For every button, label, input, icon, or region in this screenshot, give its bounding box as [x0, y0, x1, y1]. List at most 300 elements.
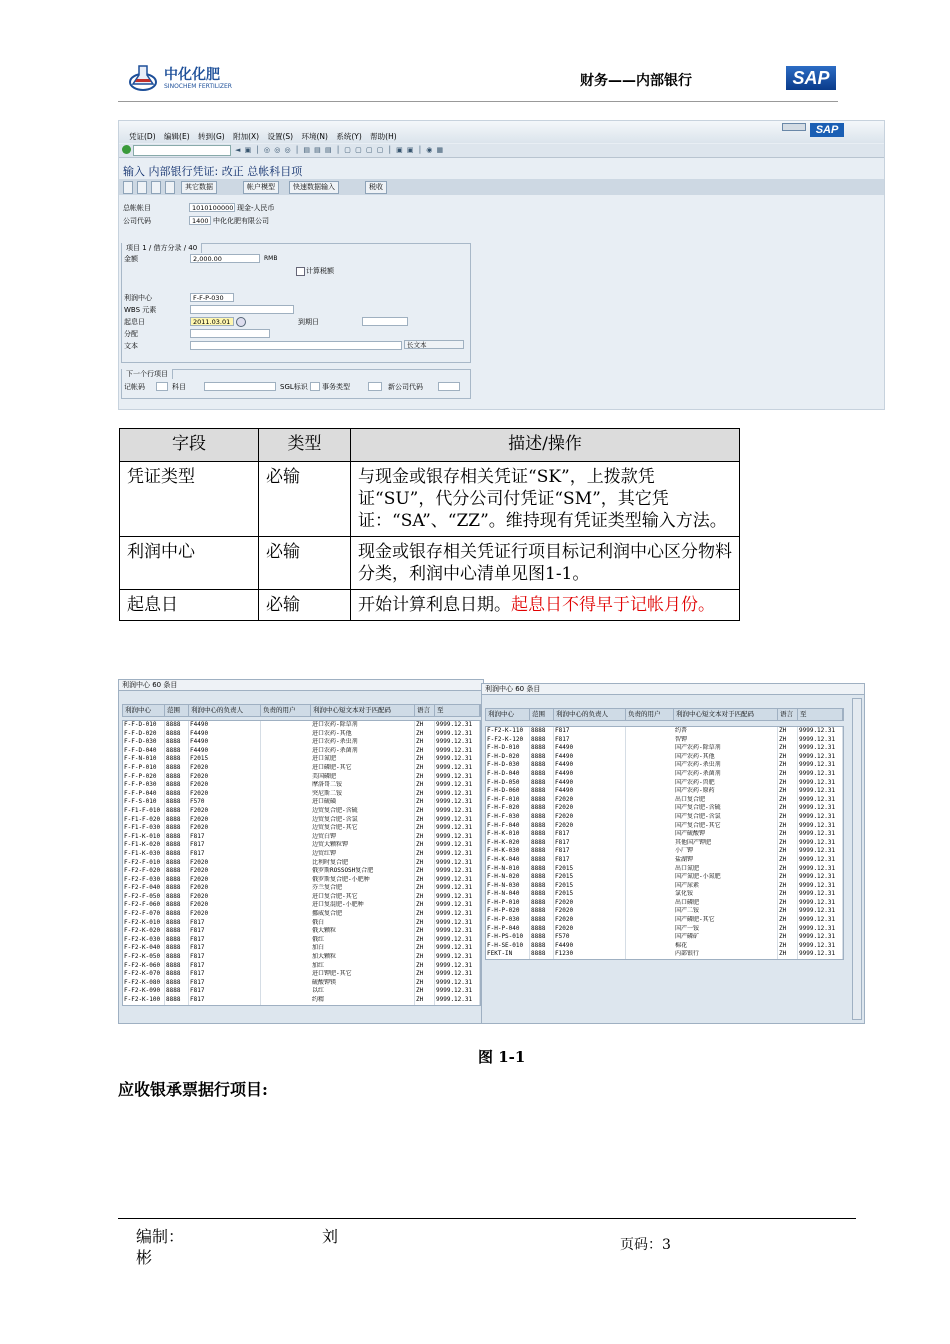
wbs-field[interactable] — [190, 305, 294, 314]
due-date-label: 到期日 — [298, 318, 319, 326]
list-item[interactable] — [123, 747, 480, 756]
list-col-header[interactable]: 至 — [798, 709, 843, 720]
list-col-header[interactable]: 利润中心 — [123, 705, 165, 716]
list-cell: 国产氮肥-小氮肥 — [674, 873, 778, 882]
list-cell: F-F2-K-080 — [123, 979, 165, 988]
list-cell: F-H-F-010 — [486, 796, 530, 805]
list-item[interactable] — [486, 727, 843, 736]
company-code-field[interactable]: 1400 — [189, 216, 211, 225]
list-cell: 进口磷肥-其它 — [311, 764, 415, 773]
list-cell: 8888 — [530, 804, 554, 813]
figure-caption: 图 1-1 — [478, 1048, 526, 1066]
list-cell: 8888 — [165, 987, 189, 996]
list-header-row — [122, 704, 481, 717]
list-cell: F-H-D-030 — [486, 761, 530, 770]
list-cell: 9999.12.31 — [435, 747, 480, 756]
list-cell: ZH — [415, 781, 435, 790]
list-cell: ZH — [778, 779, 798, 788]
list-cell: F4490 — [554, 761, 626, 770]
list-cell: ZH — [778, 744, 798, 753]
list-col-header[interactable]: 至 — [435, 705, 480, 716]
sap-system-toolbar — [119, 144, 884, 158]
list-item[interactable] — [123, 781, 480, 790]
list-item[interactable] — [123, 893, 480, 902]
list-cell: F2020 — [554, 916, 626, 925]
list-cell: 突尼斯二铵 — [311, 790, 415, 799]
profit-center-list-left — [118, 679, 484, 1024]
list-cell: 9999.12.31 — [798, 882, 843, 891]
table-row — [120, 537, 740, 590]
text-field[interactable] — [190, 341, 402, 350]
list-cell: F2020 — [189, 816, 261, 825]
list-item[interactable] — [486, 942, 843, 951]
menu-extras[interactable]: 附加(X) — [233, 132, 260, 141]
list-cell: F2020 — [189, 807, 261, 816]
list-col-header[interactable]: 范围 — [530, 709, 554, 720]
posting-key-field[interactable] — [156, 382, 168, 391]
list-item[interactable] — [486, 890, 843, 899]
list-item[interactable] — [123, 953, 480, 962]
list-col-header[interactable]: 利润中心短文本对于匹配码 — [674, 709, 778, 720]
amount-field[interactable]: 2,000.00 — [190, 254, 260, 263]
list-cell: 边贸大颗粒钾 — [311, 841, 415, 850]
list-cell: ZH — [415, 807, 435, 816]
cell-desc — [351, 537, 740, 590]
sgl-indicator-field[interactable] — [310, 382, 320, 391]
gl-account-label: 总帐帐目 — [123, 204, 151, 212]
list-cell: F2015 — [554, 882, 626, 891]
list-item[interactable] — [486, 830, 843, 839]
list-cell: 8888 — [165, 944, 189, 953]
list-cell: 9999.12.31 — [798, 744, 843, 753]
cell-type: 必输 — [259, 537, 351, 590]
list-item[interactable] — [123, 764, 480, 773]
list-cell: 8888 — [165, 764, 189, 773]
list-cell: 9999.12.31 — [798, 787, 843, 796]
long-text-button[interactable]: 长文本 — [404, 340, 464, 349]
list-cell: 摩洛哥二铵 — [311, 781, 415, 790]
list-item[interactable] — [486, 933, 843, 942]
list-cell: 进口农药-杀菌剂 — [311, 747, 415, 756]
list-cell: F817 — [189, 833, 261, 842]
list-cell: 国产磷矿 — [674, 933, 778, 942]
account-field[interactable] — [204, 382, 276, 391]
list-cell: 8888 — [165, 910, 189, 919]
list-cell: 进口复混肥-小肥种 — [311, 901, 415, 910]
list-rows — [122, 720, 481, 1006]
list-item[interactable] — [486, 899, 843, 908]
new-company-code-label: 新公司代码 — [388, 383, 423, 391]
list-item[interactable] — [123, 833, 480, 842]
menu-system[interactable]: 系统(Y) — [336, 132, 362, 141]
list-cell: ZH — [415, 824, 435, 833]
enter-check-icon[interactable] — [122, 145, 131, 154]
list-item[interactable] — [123, 970, 480, 979]
list-cell: F-F2-K-050 — [123, 953, 165, 962]
list-cell: 9999.12.31 — [435, 962, 480, 971]
list-cell: 9999.12.31 — [435, 979, 480, 988]
list-cell: 内部银行 — [674, 950, 778, 959]
tb-icon-3[interactable] — [151, 181, 161, 194]
list-item[interactable] — [486, 856, 843, 865]
list-cell: 9999.12.31 — [435, 936, 480, 945]
list-cell: F-H-D-010 — [486, 744, 530, 753]
list-cell: ZH — [778, 804, 798, 813]
list-cell: 9999.12.31 — [798, 942, 843, 951]
list-item[interactable] — [123, 996, 480, 1005]
new-company-code-field[interactable] — [438, 382, 460, 391]
menu-document[interactable]: 凭证(D) — [129, 132, 156, 141]
window-controls[interactable] — [782, 123, 806, 131]
command-field[interactable] — [133, 145, 231, 156]
list-item[interactable] — [123, 807, 480, 816]
footer-editor-label: 编制： — [136, 1227, 185, 1246]
list-item[interactable] — [486, 907, 843, 916]
tb-icon-4[interactable] — [165, 181, 175, 194]
list-item[interactable] — [123, 841, 480, 850]
list-cell: 8888 — [530, 950, 554, 959]
list-cell: F2020 — [189, 867, 261, 876]
list-cell: F2020 — [189, 773, 261, 782]
list-item[interactable] — [123, 798, 480, 807]
calc-tax-checkbox[interactable] — [296, 267, 305, 276]
list-cell: 国产农药-除草剂 — [674, 744, 778, 753]
flask-logo-icon — [128, 62, 158, 92]
list-item[interactable] — [486, 925, 843, 934]
list-cell: ZH — [415, 721, 435, 730]
other-data-button[interactable]: 其它数据 — [181, 181, 217, 194]
list-cell: 8888 — [530, 796, 554, 805]
assignment-field[interactable] — [190, 329, 270, 338]
list-cell: ZH — [778, 770, 798, 779]
list-col-header[interactable]: 语言 — [415, 705, 435, 716]
list-cell: ZH — [415, 816, 435, 825]
list-cell: ZH — [415, 859, 435, 868]
list-item[interactable] — [486, 822, 843, 831]
list-item[interactable] — [123, 824, 480, 833]
list-cell: ZH — [778, 942, 798, 951]
list-cell: F-H-K-030 — [486, 847, 530, 856]
list-cell: 9999.12.31 — [435, 730, 480, 739]
list-item[interactable] — [123, 936, 480, 945]
list-cell: 8888 — [165, 893, 189, 902]
list-cell: 8888 — [165, 953, 189, 962]
list-cell: 国产磷肥-其它 — [674, 916, 778, 925]
calendar-icon[interactable] — [236, 317, 246, 327]
list-col-header[interactable]: 利润中心的负责人 — [189, 705, 261, 716]
list-cell: 8888 — [165, 807, 189, 816]
list-item[interactable] — [486, 873, 843, 882]
list-item[interactable] — [123, 910, 480, 919]
header-divider — [118, 101, 838, 102]
list-item[interactable] — [486, 770, 843, 779]
tb-icon-1[interactable] — [123, 181, 133, 194]
list-item[interactable] — [123, 850, 480, 859]
list-cell: F4490 — [554, 753, 626, 762]
list-cell: F-F2-K-040 — [123, 944, 165, 953]
list-cell: ZH — [415, 747, 435, 756]
list-cell: F-F2-K-110 — [486, 727, 530, 736]
list-cell: F817 — [189, 919, 261, 928]
list-item[interactable] — [123, 867, 480, 876]
list-cell: 俄红 — [311, 936, 415, 945]
list-item[interactable] — [486, 787, 843, 796]
list-cell: 9999.12.31 — [798, 727, 843, 736]
list-cell: F-F2-F-060 — [123, 901, 165, 910]
logo-english-name: SINOCHEM FERTILIZER — [164, 83, 232, 90]
list-cell: ZH — [415, 884, 435, 893]
list-cell: 8888 — [165, 962, 189, 971]
page-header-title: 财务——内部银行 — [580, 73, 692, 89]
value-date-field[interactable]: 2011.03.01 — [190, 317, 234, 326]
toolbar-icons[interactable]: ◄ ▣ │ ◎ ◎ ◎ │ ▤ ▤ ▤ │ ▢ ▢ ▢ ▢ │ ▣ ▣ │ ◉ ▦ — [235, 146, 445, 154]
list-col-header[interactable]: 负责的用户 — [626, 709, 674, 720]
list-col-header[interactable]: 利润中心短文本对于匹配码 — [311, 705, 415, 716]
list-cell: ZH — [415, 798, 435, 807]
list-cell: F-F-P-020 — [123, 773, 165, 782]
account-model-button[interactable]: 帐户模型 — [243, 181, 279, 194]
list-item[interactable] — [486, 761, 843, 770]
list-item[interactable] — [123, 859, 480, 868]
list-cell: F817 — [189, 850, 261, 859]
list-cell: 9999.12.31 — [798, 822, 843, 831]
list-item[interactable] — [486, 950, 843, 959]
list-col-header[interactable]: 利润中心的负责人 — [554, 709, 626, 720]
list-cell: 以红 — [311, 987, 415, 996]
list-cell: F-F2-F-020 — [123, 867, 165, 876]
list-cell: ZH — [778, 865, 798, 874]
list-cell: 美国磷肥 — [311, 773, 415, 782]
list-cell: 盐湖钾 — [674, 856, 778, 865]
list-cell: 9999.12.31 — [798, 839, 843, 848]
list-col-header[interactable]: 负责的用户 — [261, 705, 311, 716]
menu-environment[interactable]: 环境(N) — [301, 132, 328, 141]
list-cell: 8888 — [530, 753, 554, 762]
list-cell: 国产农药-兽肥 — [674, 779, 778, 788]
table-header-row — [120, 429, 740, 462]
list-cell: 8888 — [165, 927, 189, 936]
list-item[interactable] — [486, 882, 843, 891]
list-cell: 8888 — [165, 773, 189, 782]
list-cell: 9999.12.31 — [435, 798, 480, 807]
list-cell: 8888 — [165, 738, 189, 747]
list-cell: 9999.12.31 — [435, 807, 480, 816]
cell-desc — [351, 590, 740, 621]
list-cell: F-H-D-040 — [486, 770, 530, 779]
sap-menubar — [119, 121, 884, 143]
cell-field: 凭证类型 — [120, 462, 259, 537]
list-cell: 8888 — [165, 970, 189, 979]
list-item[interactable] — [123, 901, 480, 910]
list-item[interactable] — [123, 876, 480, 885]
list-cell: ZH — [415, 790, 435, 799]
list-cell: F2020 — [554, 804, 626, 813]
list-cell: F2020 — [189, 781, 261, 790]
menu-edit[interactable]: 编辑(E) — [164, 132, 190, 141]
list-cell: 芬兰复合肥 — [311, 884, 415, 893]
list-item[interactable] — [123, 884, 480, 893]
list-cell: ZH — [778, 882, 798, 891]
menu-settings[interactable]: 设置(S) — [267, 132, 294, 141]
list-cell: F4490 — [189, 747, 261, 756]
list-item[interactable] — [486, 916, 843, 925]
list-cell: F-F-N-010 — [123, 755, 165, 764]
list-item[interactable] — [123, 721, 480, 730]
list-cell: 加红 — [311, 962, 415, 971]
list-cell: 8888 — [530, 856, 554, 865]
menu-goto[interactable]: 转到(G) — [198, 132, 225, 141]
sap-application-toolbar — [119, 179, 884, 195]
list-cell: F-H-D-020 — [486, 753, 530, 762]
col-header-field: 字段 — [120, 429, 259, 462]
list-item[interactable] — [123, 738, 480, 747]
list-cell: F817 — [189, 970, 261, 979]
tax-button[interactable]: 税收 — [365, 181, 387, 194]
list-item[interactable] — [123, 816, 480, 825]
list-cell: ZH — [778, 761, 798, 770]
list-cell: 进口农药-杀虫剂 — [311, 738, 415, 747]
list-cell: F4490 — [189, 721, 261, 730]
vertical-scrollbar[interactable] — [852, 698, 862, 1020]
list-cell: 比利时复合肥 — [311, 859, 415, 868]
list-cell: F570 — [189, 798, 261, 807]
list-item[interactable] — [123, 944, 480, 953]
due-date-field[interactable] — [362, 317, 408, 326]
list-cell: 8888 — [165, 979, 189, 988]
list-item[interactable] — [486, 865, 843, 874]
list-item[interactable] — [486, 796, 843, 805]
list-cell: ZH — [778, 933, 798, 942]
list-cell: 8888 — [530, 899, 554, 908]
list-col-header[interactable]: 利润中心 — [486, 709, 530, 720]
fast-entry-button[interactable]: 快速数据输入 — [289, 181, 339, 194]
list-cell: ZH — [778, 925, 798, 934]
list-item[interactable] — [486, 839, 843, 848]
list-cell: ZH — [778, 839, 798, 848]
gl-account-field[interactable]: 1010100000 — [189, 203, 235, 212]
list-cell: 9999.12.31 — [435, 919, 480, 928]
list-cell: 9999.12.31 — [798, 925, 843, 934]
sap-menu-list — [129, 131, 403, 142]
list-cell: 9999.12.31 — [435, 738, 480, 747]
list-item[interactable] — [486, 813, 843, 822]
value-date-label: 起息日 — [124, 318, 145, 326]
menu-help[interactable]: 帮助(H) — [370, 132, 397, 141]
list-cell: F-H-N-010 — [486, 865, 530, 874]
list-cell: F817 — [189, 841, 261, 850]
list-cell: 智钾 — [674, 736, 778, 745]
list-cell: ZH — [778, 830, 798, 839]
list-cell: F-F2-K-010 — [123, 919, 165, 928]
sap-logo: SAP — [786, 66, 836, 90]
list-cell: 8888 — [165, 884, 189, 893]
list-item[interactable] — [123, 987, 480, 996]
list-cell: F817 — [189, 979, 261, 988]
list-cell: 进口农药-其他 — [311, 730, 415, 739]
transaction-type-field[interactable] — [368, 382, 382, 391]
list-item[interactable] — [486, 744, 843, 753]
list-item[interactable] — [123, 962, 480, 971]
list-cell: F-H-K-020 — [486, 839, 530, 848]
profit-center-field[interactable]: F-F-P-030 — [190, 293, 234, 302]
list-cell: 8888 — [165, 755, 189, 764]
list-cell: F-F1-K-010 — [123, 833, 165, 842]
list-item[interactable] — [486, 736, 843, 745]
list-cell: F817 — [554, 727, 626, 736]
cell-type: 必输 — [259, 590, 351, 621]
list-cell: ZH — [778, 950, 798, 959]
list-item[interactable] — [123, 755, 480, 764]
list-col-header[interactable]: 范围 — [165, 705, 189, 716]
list-cell: ZH — [415, 755, 435, 764]
list-cell: 边贸红钾 — [311, 850, 415, 859]
list-cell: 8888 — [530, 916, 554, 925]
list-cell: F2020 — [189, 910, 261, 919]
list-item[interactable] — [486, 804, 843, 813]
list-cell: 俄白 — [311, 919, 415, 928]
tb-icon-2[interactable] — [137, 181, 147, 194]
list-cell: F-F-D-010 — [123, 721, 165, 730]
list-cell: 俄大颗粒 — [311, 927, 415, 936]
company-code-desc: 中化化肥有限公司 — [213, 217, 269, 225]
list-item[interactable] — [486, 779, 843, 788]
next-item-tab: 下一个行项目 — [122, 369, 173, 379]
list-cell: 8888 — [530, 890, 554, 899]
list-item[interactable] — [486, 753, 843, 762]
list-cell: ZH — [415, 901, 435, 910]
footer-divider — [118, 1218, 856, 1219]
list-cell: 进口农药-除草剂 — [311, 721, 415, 730]
list-cell: F-H-P-030 — [486, 916, 530, 925]
list-cell: 9999.12.31 — [435, 833, 480, 842]
table-row — [120, 462, 740, 537]
list-item[interactable] — [123, 773, 480, 782]
list-item[interactable] — [123, 730, 480, 739]
list-cell: 9999.12.31 — [798, 907, 843, 916]
list-item[interactable] — [123, 979, 480, 988]
list-cell: F-H-SE-010 — [486, 942, 530, 951]
list-cell: 约精 — [311, 996, 415, 1005]
list-cell: ZH — [778, 916, 798, 925]
list-cell: 8888 — [530, 787, 554, 796]
list-cell: F570 — [554, 933, 626, 942]
list-cell: 8888 — [530, 865, 554, 874]
sap-screen-title: 输入 内部银行凭证: 改正 总帐科目项 — [123, 165, 303, 178]
list-item[interactable] — [486, 847, 843, 856]
list-col-header[interactable]: 语言 — [778, 709, 798, 720]
list-cell: 8888 — [165, 721, 189, 730]
list-cell: 边贸复合肥-其它 — [311, 824, 415, 833]
list-cell: 9999.12.31 — [798, 804, 843, 813]
list-cell: 9999.12.31 — [435, 781, 480, 790]
list-cell: 9999.12.31 — [435, 824, 480, 833]
list-cell: F-H-F-020 — [486, 804, 530, 813]
list-caption: 利润中心 60 条目 — [119, 680, 483, 691]
list-cell: F-F2-K-100 — [123, 996, 165, 1005]
list-cell: 进口钾肥-其它 — [311, 970, 415, 979]
gl-account-desc: 现金-人民币 — [237, 204, 275, 212]
list-cell: 9999.12.31 — [798, 830, 843, 839]
list-cell: 国产农药-其他 — [674, 753, 778, 762]
list-item[interactable] — [123, 919, 480, 928]
list-cell: F2020 — [554, 822, 626, 831]
list-item[interactable] — [123, 790, 480, 799]
list-cell: 8888 — [165, 730, 189, 739]
list-item[interactable] — [123, 927, 480, 936]
list-cell: 挪威复合肥 — [311, 910, 415, 919]
list-cell: 9999.12.31 — [798, 753, 843, 762]
list-cell: 8888 — [530, 882, 554, 891]
